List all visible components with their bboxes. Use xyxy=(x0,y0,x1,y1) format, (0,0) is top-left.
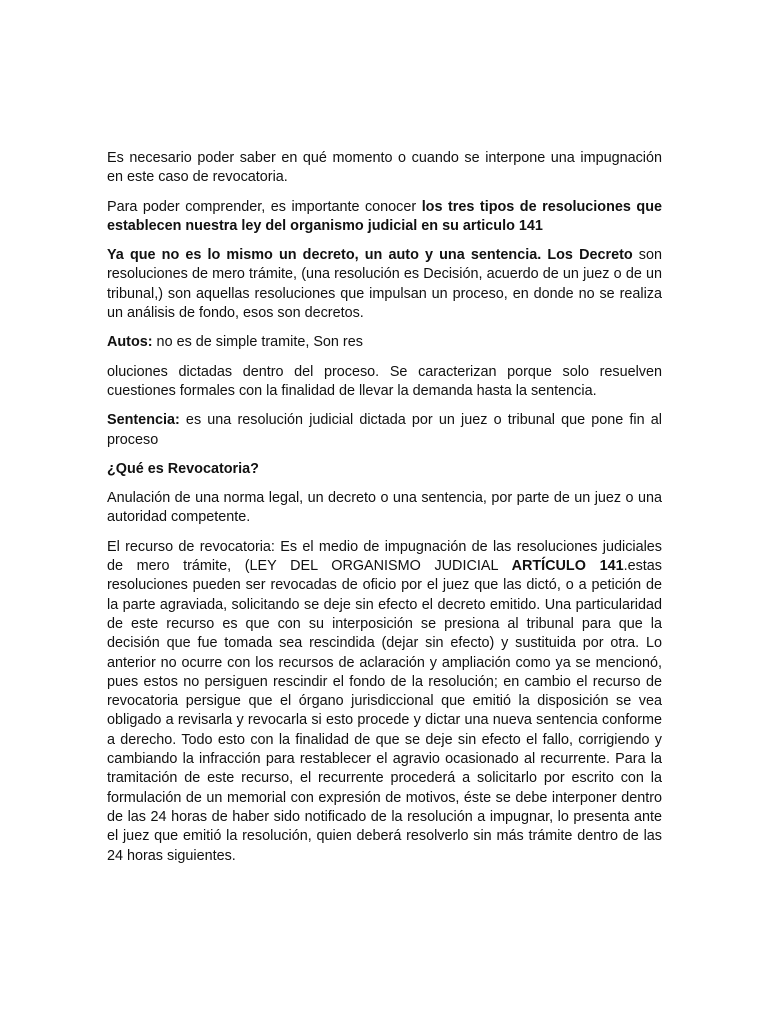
paragraph-autos-continued-text: oluciones dictadas dentro del proceso. Se caracterizan porque solo resuelven cuestiones formales con la finalidad de llevar la demanda hasta la sentencia. xyxy=(107,363,662,399)
paragraph-sentencia xyxy=(107,411,662,450)
paragraph-resolution-types-text: Para poder comprender, es importante conocer xyxy=(107,198,422,215)
paragraph-autos-label: Autos: xyxy=(107,334,153,351)
paragraph-intro xyxy=(107,149,662,188)
section-heading-revocatoria xyxy=(107,460,662,479)
paragraph-revocatoria-definition-text: Anulación de una norma legal, un decreto o una sentencia, por parte de un juez o una autoridad competente. xyxy=(107,490,662,526)
paragraph-autos-text: no es de simple tramite, Son res xyxy=(152,334,363,351)
paragraph-sentencia-label: Sentencia: xyxy=(107,412,180,429)
paragraph-autos-continued xyxy=(107,363,662,402)
paragraph-decretos-text: son resoluciones de mero trámite, (una resolución es Decisión, acuerdo de un juez o de un tribunal,) son aquellas resoluciones que impulsan un proceso, en donde no se realiza un análisis de fondo, esos son decretos. xyxy=(107,247,662,322)
paragraph-resolution-types xyxy=(107,198,662,237)
paragraph-intro-text: Es necesario poder saber en qué momento o cuando se interpone una impugnación en este caso de revocatoria. xyxy=(107,150,662,186)
paragraph-recurso-revocatoria xyxy=(107,538,662,866)
paragraph-recurso-text-1: El recurso de revocatoria: Es el medio de impugnación de las resoluciones judiciales de mero trámite, (LEY DEL ORGANISMO JUDICIAL xyxy=(107,538,662,575)
paragraph-decretos xyxy=(107,246,662,323)
paragraph-resolution-types-bold: los tres tipos de resoluciones que establecen nuestra ley del organismo judicial en su articulo 141 xyxy=(107,198,662,234)
section-heading-revocatoria-text: ¿Qué es Revocatoria? xyxy=(107,460,259,477)
paragraph-recurso-article-ref: ARTÍCULO 141 xyxy=(511,558,624,575)
paragraph-decretos-bold: Ya que no es lo mismo un decreto, un auto y una sentencia. Los Decreto xyxy=(107,247,633,264)
paragraph-sentencia-text: es una resolución judicial dictada por un juez o tribunal que pone fin al proceso xyxy=(107,412,662,448)
paragraph-autos xyxy=(107,333,662,352)
paragraph-revocatoria-definition xyxy=(107,489,662,528)
paragraph-recurso-text-2: .estas resoluciones pueden ser revocadas de oficio por el juez que las dictó, o a petición de la parte agraviada, solicitando se deje sin efecto el decreto emitido. Una particularidad de este recurso es que con su interposición se presiona al tribunal para que la decisión que fue tomada sea rescindida (dejar sin efecto) y sustituida por otra. Lo anterior no ocurre con los recursos de aclaración y ampliación como ya se mencionó, pues estos no persiguen rescindir el fondo de la resolución; en cambio el recurso de revocatoria persigue que el órgano jurisdiccional que emitió la disposición se vea obligado a revisarla y revocarla si esto procede y dictar una nueva sentencia conforme a derecho. Todo esto con la finalidad de que se deje sin efecto el fallo, corrigiendo y cambiando la infracción para restablecer el agravio ocasionado al recurrente. Para la tramitación de este recurso, el recurrente procederá a solicitarlo por escrito con la formulación de un memorial con expresión de motivos, éste se debe interponer dentro de las 24 horas de haber sido notificado de la resolución a impugnar, lo presenta ante el juez que emitió la resolución, quien deberá resolverlo sin más trámite dentro de las 24 horas siguientes. xyxy=(107,558,662,864)
